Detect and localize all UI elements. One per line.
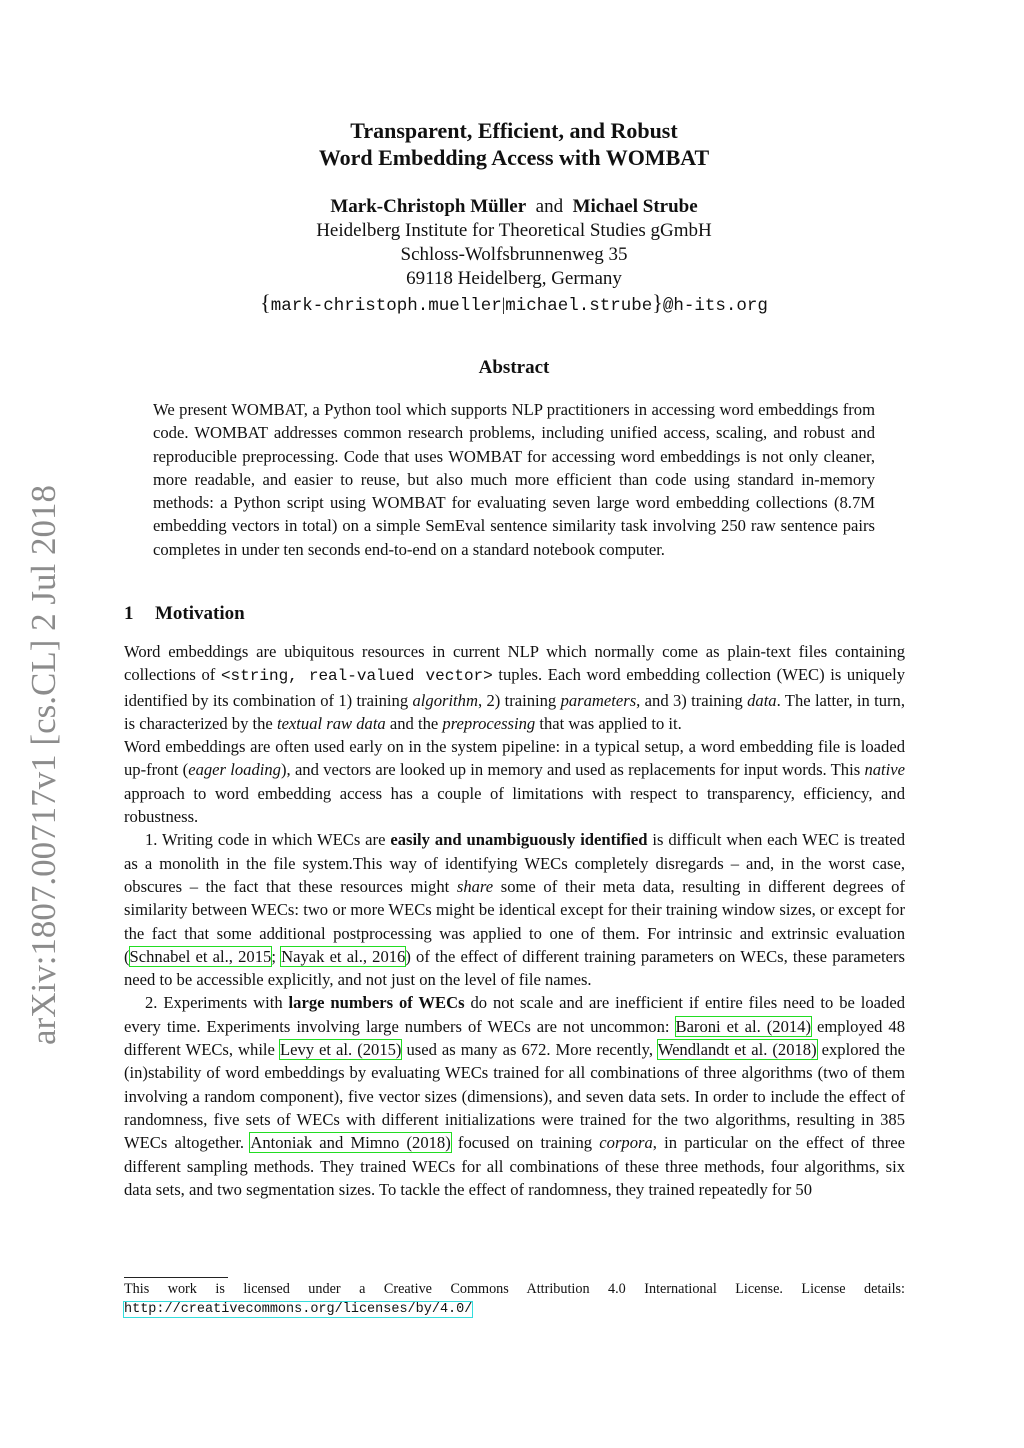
text-run: 1. Writing code in which WECs are xyxy=(145,830,391,850)
license-footnote xyxy=(124,1280,905,1319)
bold-text: large numbers of WECs xyxy=(288,993,465,1013)
text-run: Word embeddings are often used early on in the system pipeline: in a typical setup, a word embedding file is loaded up-front ( xyxy=(124,737,905,780)
section-heading xyxy=(124,603,245,625)
text-run: ; xyxy=(271,946,282,966)
bold-text: easily and unambiguously identified xyxy=(390,830,648,850)
affiliation: Heidelberg Institute for Theoretical Studies gGmbH xyxy=(316,220,712,241)
author-names xyxy=(124,195,904,219)
section-title: Motivation xyxy=(155,603,245,624)
citation-link-wendlandt[interactable]: Wendlandt et al. (2018) xyxy=(657,1040,817,1060)
section-number: 1 xyxy=(124,603,134,624)
emphasis: textual raw data xyxy=(276,713,386,733)
abstract-heading: Abstract xyxy=(478,357,550,378)
email-user-1: mark-christoph.mueller xyxy=(270,296,502,316)
author-1: Mark-Christoph Müller xyxy=(330,196,527,217)
abstract-text: We present WOMBAT, a Python tool which supports NLP practitioners in accessing word embeddings from code. WOMBAT addresses common research problems, including unified access, scaling, and robust and reproducible preprocessing. Code that uses WOMBAT for accessing word embeddings is not only cleaner, more readable, and easier to reuse, but also much more efficient than code using standard in-memory methods: a Python script using WOMBAT for evaluating seven large word embedding collections (8.7M embedding vectors in total) on a simple SemEval sentence similarity task involving 250 raw sentence pairs completes in under ten seconds end-to-end on a standard notebook computer. xyxy=(153,400,875,559)
paper-title xyxy=(124,117,904,171)
emphasis: corpora xyxy=(599,1133,653,1153)
text-run: that was applied to it. xyxy=(535,713,682,733)
text-run: do not scale and are inefficient if entire files need to be loaded every time. Experiments involving large numbers of WECs are not uncommon: xyxy=(124,993,905,1036)
citation-link-baroni[interactable]: Baroni et al. (2014) xyxy=(675,1016,811,1036)
title-line-2: Word Embedding Access with WOMBAT xyxy=(318,145,710,170)
text-run: some of their meta data, resulting in different degrees of similarity between WECs: two or more WECs might be identical except for their training window sizes, or except for the fact that some additional postprocessing was applied to one of them. For intrinsic and extrinsic evaluation ( xyxy=(124,876,905,966)
text-run: ) of the effect of different training parameters on WECs, these parameters need to be accessible explicitly, and not just on the level of file names. xyxy=(124,946,905,990)
text-run: , in particular on the effect of three different sampling methods. They trained WECs for all combinations of these three methods, four algorithms, six data sets, and two segmentation sizes. To tackle the effect of randomness, they trained repeatedly for 50 xyxy=(124,1133,905,1199)
text-run: Word embeddings are ubiquitous resources in current NLP which normally come as plain-text files containing collections of xyxy=(124,642,905,685)
text-run: , and 3) training xyxy=(636,690,748,710)
citation-link-schnabel[interactable]: Schnabel et al., 2015 xyxy=(129,946,272,966)
citation-link-levy[interactable]: Levy et al. (2015) xyxy=(279,1040,402,1060)
email-domain: @h-its.org xyxy=(662,296,768,316)
citation-link-antoniak[interactable]: Antoniak and Mimno (2018) xyxy=(250,1133,451,1153)
title-line-1: Transparent, Efficient, and Robust xyxy=(350,118,678,143)
body-text xyxy=(124,640,905,1201)
text-run: explored the (in)stability of word embeddings by evaluating WECs trained for all combinations of three algorithms (two of them involving a random component), five vector sizes (dimensions), and seven data sets. In order to include the effect of randomness, five sets of WECs with different initializations were trained for the two algorithms, resulting in 385 WECs altogether. xyxy=(124,1040,905,1153)
author-conjunction: and xyxy=(535,196,564,217)
text-run: approach to word embedding access has a couple of limitations with respect to transparency, efficiency, and robustness. xyxy=(124,783,905,827)
emphasis: algorithm xyxy=(412,690,478,710)
address-street: Schloss-Wolfsbrunnenweg 35 xyxy=(400,244,628,265)
text-run: and the xyxy=(385,713,443,733)
emphasis: eager loading xyxy=(188,760,281,780)
author-block xyxy=(124,195,904,318)
footnote-text: This work is licensed under a Creative Commons Attribution 4.0 International License. License details: xyxy=(124,1281,905,1297)
emphasis: preprocessing xyxy=(442,713,536,733)
text-run: ), and vectors are looked up in memory and used as replacements for input words. This xyxy=(280,760,865,780)
text-run: used as many as 672. More recently, xyxy=(401,1040,658,1060)
text-run: , 2) training xyxy=(477,690,561,710)
email-brace-close: } xyxy=(652,290,663,315)
text-run: tuples. Each word embedding collection (WEC) is uniquely identified by its combination of 1) training xyxy=(124,665,905,710)
paragraph-4 xyxy=(124,991,905,1201)
paragraph-3 xyxy=(124,828,905,991)
arxiv-watermark: arXiv:1807.00717v1 [cs.CL] 2 Jul 2018 xyxy=(24,485,63,1045)
email-user-2: michael.strube xyxy=(505,296,653,316)
email-brace-open: { xyxy=(260,290,271,315)
email-separator: | xyxy=(501,294,506,314)
text-run: 2. Experiments with xyxy=(145,993,289,1013)
emphasis: parameters xyxy=(560,690,637,710)
footnote-rule xyxy=(124,1277,228,1278)
address-city: 69118 Heidelberg, Germany xyxy=(406,268,622,289)
text-run: is difficult when each WEC is treated as a monolith in the file system.This way of identifying WECs completely disregards – and, in the worst case, obscures – the fact that these resources might xyxy=(124,830,905,896)
text-run: . The latter, in turn, is characterized by the xyxy=(124,690,905,733)
paragraph-1 xyxy=(124,640,905,735)
emphasis: data xyxy=(747,690,777,710)
license-url-link[interactable]: http://creativecommons.org/licenses/by/4.0/ xyxy=(124,1301,473,1317)
inline-code: <string, real-valued vector> xyxy=(220,667,493,686)
author-2: Michael Strube xyxy=(572,196,698,217)
text-run: employed 48 different WECs, while xyxy=(124,1016,905,1060)
emphasis: share xyxy=(456,876,494,896)
text-run: focused on training xyxy=(450,1133,600,1153)
author-emails xyxy=(124,291,904,318)
citation-link-nayak[interactable]: Nayak et al., 2016 xyxy=(281,946,406,966)
paragraph-2 xyxy=(124,735,905,828)
emphasis: native xyxy=(864,760,905,780)
